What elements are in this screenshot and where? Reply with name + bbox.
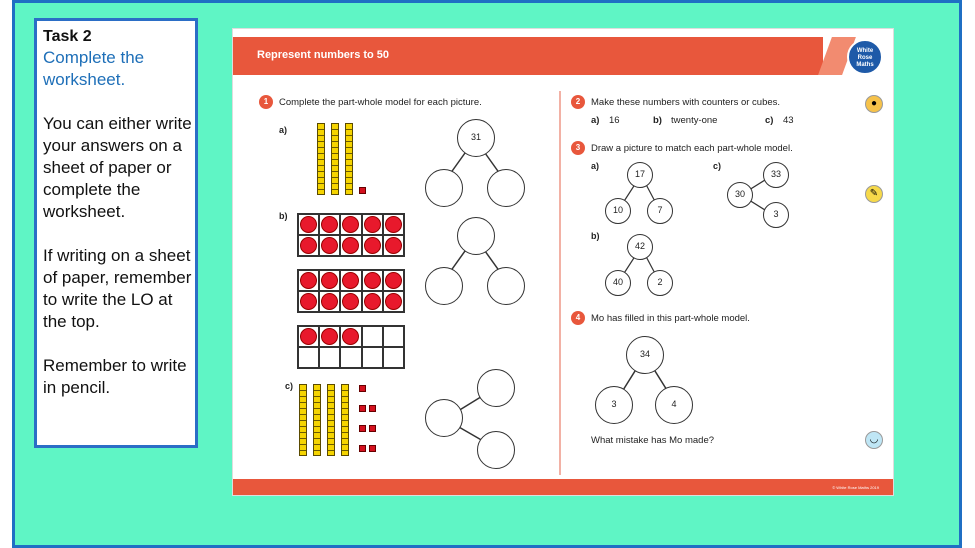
counter xyxy=(300,237,317,254)
q3b-label: b) xyxy=(591,231,600,241)
counter xyxy=(385,272,402,289)
q3b-whole: 42 xyxy=(627,234,653,260)
q3b-part2: 2 xyxy=(647,270,673,296)
counter xyxy=(321,216,338,233)
counter xyxy=(364,216,381,233)
worksheet-title: Represent numbers to 50 xyxy=(257,49,390,61)
q2-number: 2 xyxy=(571,95,585,109)
ten-frame xyxy=(297,213,405,257)
q1-text: Complete the part-whole model for each picture. xyxy=(279,97,482,108)
task-para-2: If writing on a sheet of paper, remember to write the LO at the top. xyxy=(43,246,192,331)
ones-cube xyxy=(359,405,366,412)
q1a-label: a) xyxy=(279,125,288,135)
tens-rod xyxy=(299,384,307,456)
tens-rod xyxy=(317,123,325,195)
ten-frame-cell xyxy=(383,214,404,235)
tens-rod xyxy=(327,384,335,456)
ten-frame-cell xyxy=(383,291,404,312)
tens-rod xyxy=(331,123,339,195)
ten-frame-cell xyxy=(362,270,383,291)
ten-frame-cell xyxy=(298,347,319,368)
counter xyxy=(300,328,317,345)
talk-icon: ◡ xyxy=(865,431,883,449)
q3a-whole: 17 xyxy=(627,162,653,188)
ten-frame xyxy=(297,269,405,313)
q4-question: What mistake has Mo made? xyxy=(591,435,715,446)
ten-frame-cell xyxy=(340,270,361,291)
q1a-whole-circle: 31 xyxy=(457,119,495,157)
q3-text: Draw a picture to match each part-whole model. xyxy=(591,143,793,154)
part-circle xyxy=(487,169,525,207)
part-circle xyxy=(425,267,463,305)
whole-circle xyxy=(425,399,463,437)
ten-frame-cell xyxy=(298,291,319,312)
ten-frame-cell xyxy=(383,235,404,256)
ten-frame-cell xyxy=(362,291,383,312)
counter xyxy=(321,293,338,310)
counter xyxy=(300,293,317,310)
counter xyxy=(342,293,359,310)
counter xyxy=(321,237,338,254)
task-para-3: Remember to write in pencil. xyxy=(43,356,187,397)
q4-text: Mo has filled in this part-whole model. xyxy=(591,313,750,324)
q3c-part1: 33 xyxy=(763,162,789,188)
ones-cube xyxy=(369,425,376,432)
ones-cube xyxy=(359,187,366,194)
ten-frame-cell xyxy=(383,326,404,347)
worksheet-image xyxy=(232,28,894,496)
ten-frame-cell xyxy=(319,235,340,256)
task-instructions xyxy=(34,18,198,448)
footer-bar xyxy=(233,479,894,496)
q4-whole: 34 xyxy=(626,336,664,374)
ones-cube xyxy=(369,405,376,412)
part-circle xyxy=(477,369,515,407)
q3a-part1: 10 xyxy=(605,198,631,224)
ten-frame-cell xyxy=(319,214,340,235)
q3a-label: a) xyxy=(591,161,600,171)
q3c-label: c) xyxy=(713,161,722,171)
q4-part2: 4 xyxy=(655,386,693,424)
tens-rod xyxy=(341,384,349,456)
think-icon: ● xyxy=(865,95,883,113)
task-subtitle: Complete the worksheet. xyxy=(43,48,145,89)
q3c-whole: 30 xyxy=(727,182,753,208)
q1c-label: c) xyxy=(285,381,294,391)
ones-cube xyxy=(359,385,366,392)
counter xyxy=(342,328,359,345)
ten-frame-cell xyxy=(319,270,340,291)
counter xyxy=(364,293,381,310)
q3c-part2: 3 xyxy=(763,202,789,228)
ten-frame-cell xyxy=(319,291,340,312)
ten-frame-cell xyxy=(340,235,361,256)
counter xyxy=(364,272,381,289)
q2b-value: twenty-one xyxy=(671,115,718,126)
ten-frame-cell xyxy=(319,347,340,368)
q2b-label: b) xyxy=(653,115,662,126)
ten-frame-cell xyxy=(383,270,404,291)
counter xyxy=(385,216,402,233)
ten-frame-cell xyxy=(362,214,383,235)
counter xyxy=(321,328,338,345)
q2c-value: 43 xyxy=(783,115,794,126)
counter xyxy=(385,293,402,310)
q1b-label: b) xyxy=(279,211,288,221)
ten-frame-cell xyxy=(383,347,404,368)
ten-frame xyxy=(297,325,405,369)
ten-frame-cell xyxy=(340,214,361,235)
q2a-value: 16 xyxy=(609,115,620,126)
q1-number: 1 xyxy=(259,95,273,109)
column-divider xyxy=(559,91,561,475)
ones-cube xyxy=(369,445,376,452)
pencil-icon: ✎ xyxy=(865,185,883,203)
counter xyxy=(342,272,359,289)
ten-frame-cell xyxy=(298,235,319,256)
tens-rod xyxy=(313,384,321,456)
q2a-label: a) xyxy=(591,115,600,126)
q3b-part1: 40 xyxy=(605,270,631,296)
counter xyxy=(385,237,402,254)
ten-frame-cell xyxy=(298,270,319,291)
copyright: © White Rose Maths 2019 xyxy=(832,485,879,490)
ten-frame-cell xyxy=(362,235,383,256)
counter xyxy=(300,272,317,289)
wrm-logo: White Rose Maths xyxy=(847,39,883,75)
counter xyxy=(300,216,317,233)
ten-frame-cell xyxy=(340,291,361,312)
ten-frame-cell xyxy=(362,326,383,347)
q2c-label: c) xyxy=(765,115,774,126)
counter xyxy=(342,237,359,254)
ones-cube xyxy=(359,445,366,452)
tens-rod xyxy=(345,123,353,195)
task-para-1: You can either write your answers on a sheet of paper or complete the worksheet. xyxy=(43,114,192,221)
counter xyxy=(321,272,338,289)
counter xyxy=(342,216,359,233)
part-circle xyxy=(487,267,525,305)
ten-frame-cell xyxy=(340,347,361,368)
part-circle xyxy=(477,431,515,469)
ones-cube xyxy=(359,425,366,432)
ten-frame-cell xyxy=(340,326,361,347)
ten-frame-cell xyxy=(298,214,319,235)
q2-text: Make these numbers with counters or cubes. xyxy=(591,97,781,108)
ten-frame-cell xyxy=(319,326,340,347)
q4-part1: 3 xyxy=(595,386,633,424)
q4-number: 4 xyxy=(571,311,585,325)
ten-frame-cell xyxy=(362,347,383,368)
part-circle xyxy=(425,169,463,207)
whole-circle xyxy=(457,217,495,255)
task-title: Task 2 xyxy=(43,28,92,45)
counter xyxy=(364,237,381,254)
ten-frame-cell xyxy=(298,326,319,347)
q3-number: 3 xyxy=(571,141,585,155)
q3a-part2: 7 xyxy=(647,198,673,224)
